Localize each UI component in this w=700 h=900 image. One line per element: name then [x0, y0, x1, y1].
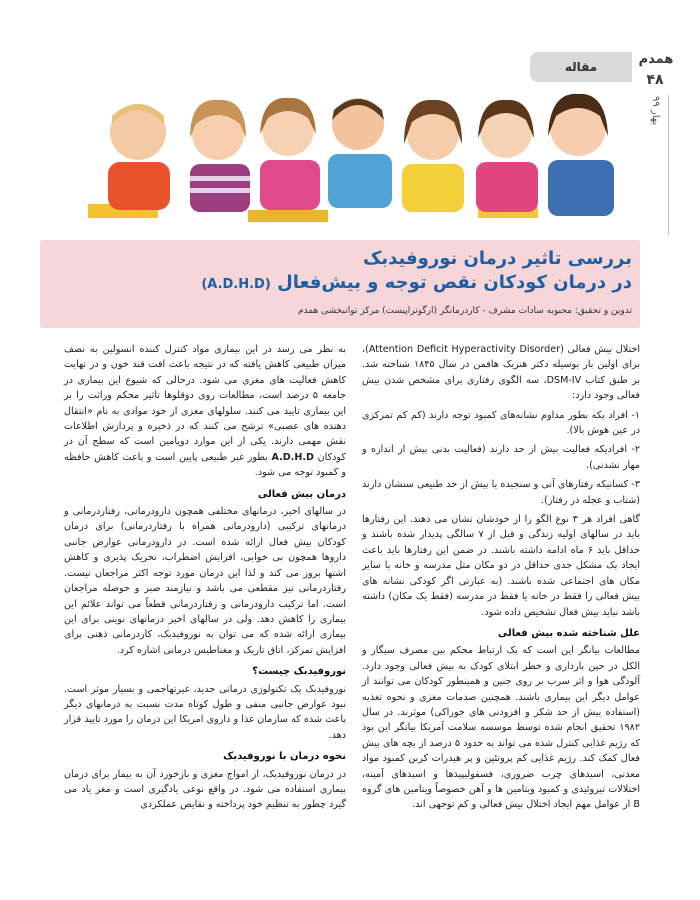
left-column	[64, 342, 346, 817]
body-paragraph: گاهی افراد هر ۳ نوع الگو را از خودشان نشان می دهند. این رفتارها باید در سالهای اولیه زندگی و قبل از ۷ سالگی پدیدار شده باشند و حداقل باید ۶ ماه ادامه داشته باشند. در ضمن این رفتارها باید باعث ایجاد یک مشکل جدی حداقل در دو مکان مثل مدرسه و خانه یا سایر مکان های اجتماعی شده باشند. (به عبارتی اگر کودکی نشانه های بیش فعالی را فقط در خانه یا فقط در مدرسه (فقط یک مکان) داشته باشد نباید بیش فعال تشخیص داده شود.	[362, 514, 641, 618]
section-heading: علل شناخته شده بیش فعالی	[497, 627, 640, 639]
body-text: به نظر می رسد در این بیماری مواد کنترل کننده انسولین به نصف میزان طبیعی کاهش یافته که در نتیجه باعث افت قند خون و در نهایت کاهش فعالیت های مغزی می شود. درحالی که شیوع این بیماری در جامعه ۵ درصد است، مطالعات روی دوقلوها تاثیر محکم وراثت را بر این بیماری تایید می کنند. سلولهای مغزی از خود موادی به نام «انتقال دهنده های عصبی» ترشح می کنند که در ذخیره و پردازش اطلاعات نقش مهمی دارند. یکی از این موارد دوپامین است که سطح آن در کودکان	[64, 344, 346, 463]
body-paragraph: در سالهای اخیر، درمانهای مختلفی همچون دارودرمانی، رفتاردرمانی و درمانهای ترکیبی (دارودرمانی همراه با رفتاردرمانی) برای درمان کودکان بیش فعال ارائه شده است. در دارودرمانی عوارض جانبی داروها همچون بی خوابی، افزایش اضطراب، تحریک پذیری و کاهش اشتها بروز می کند و لذا این درمان مورد توجه اکثر مراجعان نیست. رفتاردرمانی نیز مقطعی می باشد و نیازمند صبر و حوصله مراجعان است. اما ترکیب دارودرمانی و رفتاردرمانی قطعاً می تواند علائم این بیماری را کاهش دهد. ولی در سالهای اخیر درمانهای نوینی برای این بیماری ارائه شده که می توان به نوروفیدبک، کاردرمانی ذهنی برای افزایش تمرکز، اتاق تاریک و مغناطیس درمانی اشاره کرد.	[64, 506, 346, 656]
article-title-line1: بررسی تاثیر درمان نوروفیدبک	[362, 248, 632, 269]
body-paragraph: مطالعات بیانگر این است که یک ارتباط محکم بین مصرف سیگار و الکل در حین بارداری و خطر ابتلای کودک به بیش فعالی وجود دارد. آلودگی هوا و اثر سرب بر روی جنین و همینطور کودکان می توانند از عوامل دیگر این بیماری باشند. همچنین صدمات مغزی و نحوه تغذیه (استفاده بیش از حد شکر و افزودنی های خوراکی) موثرند. در سال ۱۹۸۲ تحقیق انجام شده توسط موسسه سلامت آمریکا بیانگر این بود که رژیم غذایی کنترل شده می تواند به حدود ۵ درصد از بچه های بیش فعال کمک کند. رژیم غذایی کم پروتئین و پر هیدرات کربن کمبود مواد معدنی، اسیدهای چرب ضروری، فسفولیپیدها و اسیدهای آمینه، اختلالات تیروئیدی و کمبود ویتامین ها و آهن خصوصاً ویتامین های گروه B از عوامل مهم ایجاد اختلال بیش فعالی و کم توجهی اند.	[362, 645, 640, 811]
issue-label: بهار ۹۹	[650, 96, 661, 126]
intro-paragraph: اختلال بیش فعالی (Attention Deficit Hyperactivity Disorder)، برای اولین بار بوسیله دکتر هنریک هافمن در سال ۱۸۴۵ شناخته شد. بر طبق کتاب DSM-IV، سه الگوی رفتاری برای مشخص شدن بیش فعالی وجود دارد:	[362, 344, 641, 402]
right-column	[362, 342, 640, 817]
body-paragraph: نوروفیدبک یک تکنولوژی درمانی جدید، غیرتهاجمی و بسیار موثر است. نبود عوارض جانبی منفی و طول کوتاه مدت نسبت به درمانهای دیگر باعث شده که سازمان غذا و داروی امریکا این درمان را مورد تایید قرار دهد.	[64, 683, 346, 741]
body-paragraph	[64, 342, 346, 481]
brand-text: همدم	[638, 52, 674, 67]
list-item: ۳- کسانیکه رفتارهای آنی و سنجیده یا بیش از حد طبیعی سنشان دارند (شتاب و عجله در رفتار).	[362, 479, 640, 506]
section-heading: درمان بیش فعالی	[257, 488, 346, 500]
section-heading: نحوه درمان با نوروفیدبک	[223, 751, 346, 763]
body-text: بطور غیر طبیعی پایین است و باعث کاهش حافظه و کمبود توجه می شود.	[64, 451, 346, 479]
brand-logo	[636, 48, 676, 67]
article-title-line2	[52, 272, 632, 293]
section-heading: نوروفیدبک چیست؟	[252, 666, 346, 678]
list-item: ۲- افرادیکه فعالیت بیش از حد دارند (فعالیت بدنی بیش از اندازه و مهار نشدنی).	[362, 444, 640, 471]
author-credit: تدوین و تحقیق: محبوبه سادات مشرف - کاردرمانگر (ارگوتراپیست) مرکز توانبخشی همدم	[298, 306, 632, 316]
abbrev-text: A.D.H.D	[271, 451, 314, 463]
divider-line	[668, 95, 669, 235]
body-paragraph: در درمان نوروفیدبک، از امواج مغزی و بازخورد آن به بیمار برای درمان بیماری استفاده می شود. در واقع نوعی یادگیری است و مغز یاد می گیرد چطور به تنظیم خود پرداخته و نقایص عملکردی	[64, 768, 346, 811]
article-title-line2-text: در درمان کودکان نقص توجه و بیش‌فعال	[277, 272, 632, 293]
list-item: ۱- افراد یکه بطور مداوم نشانه‌های کمبود توجه دارند (کم کم تمرکزی در عین هوش بالا).	[362, 409, 640, 437]
section-tab	[530, 52, 632, 82]
article-title-abbrev: (A.D.H.D)	[201, 277, 271, 292]
page-number: ۴۸	[646, 72, 664, 88]
section-label: مقاله	[564, 60, 598, 74]
children-photo	[78, 84, 628, 240]
